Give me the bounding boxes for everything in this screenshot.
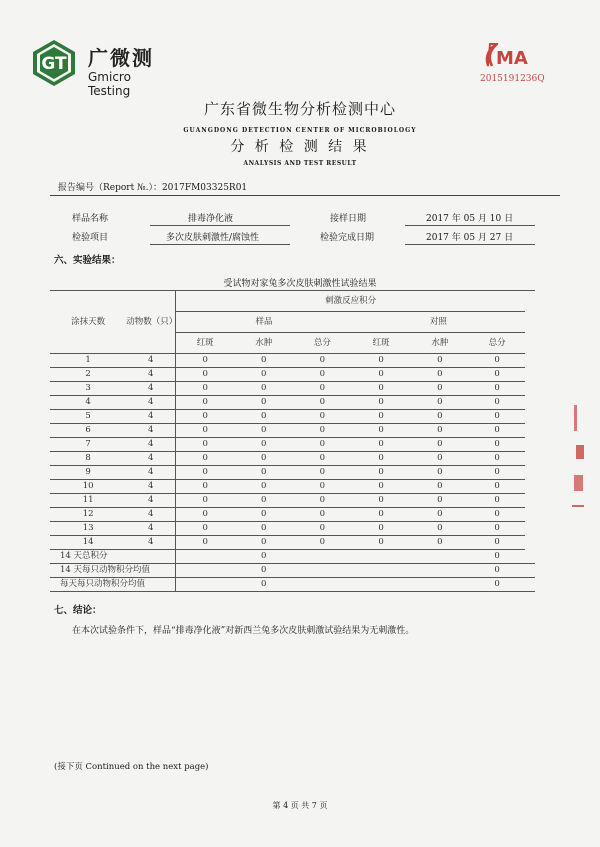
table-cell: 0 [234,522,293,536]
empty-cell [410,564,469,578]
sub-header-sample-total: 总分 [293,333,352,354]
logo-chinese-name: 广微测 [88,46,154,70]
table-row [50,536,535,550]
table-cell: 4 [126,424,175,438]
summary-label: 14 天每只动物积分均值 [50,564,176,578]
complete-date-value: 2017 年 05 月 27 日 [426,233,514,243]
table-cell: 0 [469,438,525,452]
table-cell: 0 [176,480,235,494]
sample-name-value: 排毒净化液 [188,214,234,224]
table-cell: 0 [469,522,525,536]
table-cell: 0 [352,382,411,396]
table-cell: 0 [176,494,235,508]
summary-row [50,564,535,578]
table-cell: 0 [410,508,469,522]
table-cell: 0 [469,382,525,396]
table-cell: 0 [234,536,293,550]
empty-cell [352,564,411,578]
table-cell: 0 [352,396,411,410]
table-cell: 0 [352,536,411,550]
svg-text:GT: GT [41,54,67,74]
empty-cell [525,550,535,564]
table-cell: 0 [469,354,525,368]
table-cell: 0 [352,466,411,480]
table-cell: 1 [50,354,126,368]
complete-date-label: 检验完成日期 [320,233,375,243]
complete-date-underline [405,244,535,245]
page-number: 第 4 页 共 7 页 [272,801,328,810]
col-sample-header: 样品 [176,312,352,333]
table-cell: 8 [50,452,126,466]
edge-seal-fragment [568,405,586,515]
table-cell: 4 [126,382,175,396]
table-row [50,438,535,452]
table-cell: 0 [469,368,525,382]
table-cell: 13 [50,522,126,536]
sub-header-control-erythema: 红斑 [352,333,411,354]
table-cell: 0 [234,424,293,438]
empty-cell [293,564,352,578]
table-row [50,382,535,396]
table-cell: 0 [352,438,411,452]
table-cell: 0 [293,480,352,494]
table-cell: 0 [234,396,293,410]
table-row [50,494,535,508]
table-cell: 4 [126,494,175,508]
test-item-label: 检验项目 [72,233,109,243]
svg-text:MA: MA [496,48,528,69]
table-cell: 0 [352,508,411,522]
table-cell: 0 [352,424,411,438]
table-cell: 0 [293,508,352,522]
table-cell: 0 [293,410,352,424]
table-cell: 4 [126,438,175,452]
table-cell: 0 [176,410,235,424]
table-cell: 0 [410,466,469,480]
table-cell: 4 [126,466,175,480]
summary-label: 每天每只动物积分均值 [50,578,176,592]
table-cell: 10 [50,480,126,494]
table-cell: 0 [352,452,411,466]
company-logo [30,38,170,98]
table-row [50,522,535,536]
table-cell: 0 [234,368,293,382]
table-cell: 0 [234,354,293,368]
empty-cell [176,578,235,592]
sub-header-sample-erythema: 红斑 [176,333,235,354]
table-cell: 0 [234,438,293,452]
empty-cell [176,550,235,564]
table-cell: 0 [293,354,352,368]
table-cell: 0 [293,522,352,536]
table-title: 受试物对家兔多次皮肤刺激性试验结果 [223,279,377,289]
logo-english-name: Gmicro Testing [88,70,131,98]
empty-cell [352,578,411,592]
table-cell: 0 [176,536,235,550]
table-cell: 12 [50,508,126,522]
table-cell: 4 [126,396,175,410]
empty-cell [525,578,535,592]
table-row [50,410,535,424]
table-cell: 4 [126,368,175,382]
table-cell: 0 [234,494,293,508]
table-cell: 0 [410,424,469,438]
table-cell: 4 [126,536,175,550]
empty-cell [176,564,235,578]
table-cell: 0 [293,382,352,396]
table-cell: 0 [352,480,411,494]
table-cell: 0 [234,410,293,424]
cma-certificate-code: 2015191236Q [480,74,545,84]
sample-name-label: 样品名称 [72,214,109,224]
table-cell: 0 [410,522,469,536]
table-cell: 0 [352,354,411,368]
sub-header-sample-edema: 水肿 [234,333,293,354]
table-cell: 0 [176,368,235,382]
summary-sample-value: 0 [234,578,293,592]
summary-control-value: 0 [469,564,525,578]
table-cell: 0 [234,466,293,480]
section-experiment-results: 六、实验结果： [54,255,121,266]
table-cell: 0 [352,494,411,508]
table-row [50,424,535,438]
sub-header-control-edema: 水肿 [410,333,469,354]
table-cell: 0 [234,452,293,466]
table-cell: 0 [234,480,293,494]
table-cell: 4 [126,508,175,522]
table-row [50,466,535,480]
results-table [50,290,535,592]
table-cell: 0 [469,452,525,466]
table-cell: 0 [352,368,411,382]
table-cell: 0 [469,410,525,424]
table-cell: 0 [293,466,352,480]
table-cell: 9 [50,466,126,480]
empty-cell [293,578,352,592]
empty-cell [410,578,469,592]
table-cell: 0 [469,396,525,410]
table-cell: 0 [293,368,352,382]
table-row [50,480,535,494]
table-cell: 0 [410,494,469,508]
table-cell: 4 [126,410,175,424]
table-cell: 0 [352,522,411,536]
table-cell: 0 [293,452,352,466]
center-title-english: GUANGDONG DETECTION CENTER OF MICROBIOLOGY [183,127,417,134]
table-cell: 4 [50,396,126,410]
table-cell: 14 [50,536,126,550]
table-row [50,368,535,382]
table-cell: 0 [410,354,469,368]
table-cell: 0 [410,382,469,396]
sample-name-underline [150,225,290,226]
table-cell: 0 [234,508,293,522]
gt-logo-icon [30,38,78,88]
table-cell: 0 [410,368,469,382]
table-cell: 0 [410,536,469,550]
table-cell: 4 [126,522,175,536]
table-cell: 0 [234,382,293,396]
summary-sample-value: 0 [234,550,293,564]
report-number: 报告编号（Report №.）：2017FM03325R01 [58,183,248,193]
table-cell: 6 [50,424,126,438]
col-animals-header: 动物数（只） [126,291,175,354]
table-cell: 0 [410,480,469,494]
table-cell: 0 [410,438,469,452]
receive-date-label: 接样日期 [330,214,367,224]
test-item-value: 多次皮肤刺激性/腐蚀性 [166,233,260,243]
continued-note: (接下页 Continued on the next page) [54,762,209,772]
table-cell: 0 [176,452,235,466]
table-cell: 11 [50,494,126,508]
receive-date-underline [405,225,535,226]
table-cell: 0 [352,410,411,424]
summary-row [50,578,535,592]
table-row [50,354,535,368]
empty-cell [525,564,535,578]
table-cell: 5 [50,410,126,424]
col-control-header: 对照 [352,312,525,333]
report-title-english: ANALYSIS AND TEST RESULT [243,160,357,167]
table-cell: 0 [293,494,352,508]
table-cell: 0 [176,508,235,522]
report-title: 分 析 检 测 结 果 [230,139,370,155]
conclusion-text: 在本次试验条件下，样品“排毒净化液”对新西兰兔多次皮肤刺激试验结果为无刺激性。 [72,626,415,636]
center-title: 广东省微生物分析检测中心 [203,100,396,118]
table-cell: 0 [176,354,235,368]
table-cell: 0 [410,452,469,466]
table-cell: 0 [176,382,235,396]
table-cell: 0 [176,466,235,480]
col-days-header: 涂抹天数 [50,291,126,354]
table-cell: 0 [469,508,525,522]
sub-header-control-total: 总分 [469,333,525,354]
header-divider [50,195,560,196]
table-cell: 0 [469,536,525,550]
table-cell: 3 [50,382,126,396]
summary-control-value: 0 [469,578,525,592]
table-cell: 2 [50,368,126,382]
table-cell: 0 [293,424,352,438]
table-cell: 0 [410,396,469,410]
table-cell: 0 [293,438,352,452]
cma-stamp-icon [480,40,540,70]
table-cell: 4 [126,480,175,494]
table-cell: 0 [469,466,525,480]
table-cell: 0 [176,522,235,536]
table-cell: 0 [293,396,352,410]
section-conclusion: 七、结论： [54,605,102,616]
empty-cell [352,550,411,564]
receive-date-value: 2017 年 05 月 10 日 [426,214,514,224]
summary-sample-value: 0 [234,564,293,578]
col-score-header: 刺激反应积分 [176,291,525,312]
table-cell: 4 [126,354,175,368]
table-row [50,396,535,410]
table-cell: 0 [469,424,525,438]
table-row [50,508,535,522]
table-row [50,452,535,466]
table-cell: 0 [176,424,235,438]
table-cell: 0 [469,480,525,494]
summary-row [50,550,535,564]
table-cell: 4 [126,452,175,466]
summary-control-value: 0 [469,550,525,564]
table-cell: 0 [176,396,235,410]
empty-cell [410,550,469,564]
table-cell: 0 [176,438,235,452]
empty-cell [293,550,352,564]
table-cell: 7 [50,438,126,452]
summary-label: 14 天总积分 [50,550,176,564]
table-cell: 0 [293,536,352,550]
table-cell: 0 [410,410,469,424]
test-item-underline [150,244,290,245]
table-cell: 0 [469,494,525,508]
